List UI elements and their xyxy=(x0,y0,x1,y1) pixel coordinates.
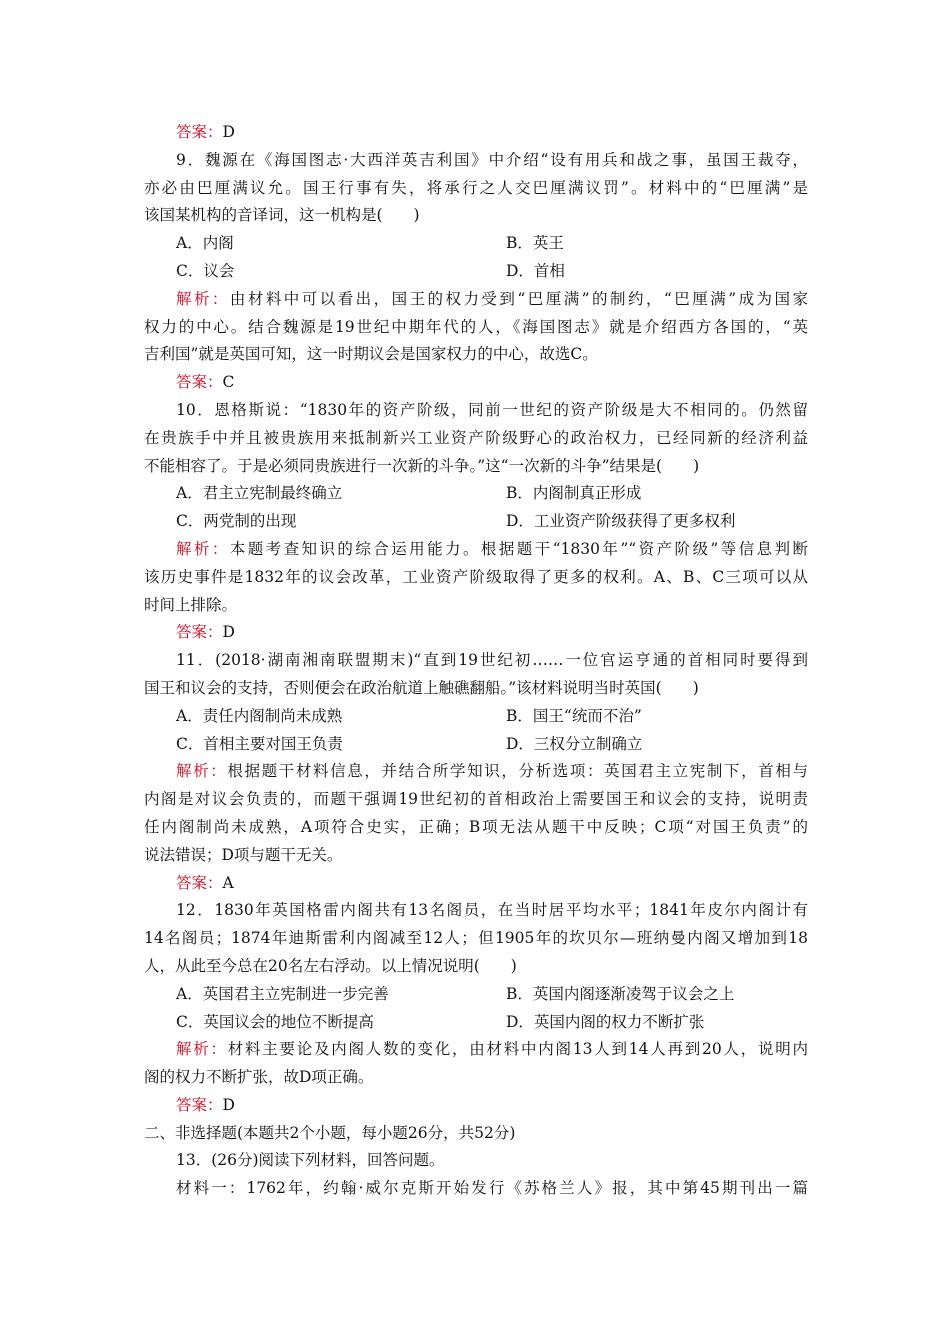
q8-answer xyxy=(176,119,808,147)
q10-analysis-line-3: 时间上排除。 xyxy=(144,595,238,614)
q9-analysis-line-3: 吉利国”就是英国可知，这一时期议会是国家权力的中心，故选C。 xyxy=(144,345,598,364)
analysis-text: 本题考查知识的综合运用能力。根据题干“1830年”“资产阶级”等信息判断 xyxy=(229,539,808,558)
q11-options-row-1 xyxy=(176,703,808,731)
answer-value: A xyxy=(222,873,234,892)
q11-analysis-line-1 xyxy=(176,758,808,786)
q12-answer xyxy=(176,1092,808,1120)
q10-option-c: C．两党制的出现 xyxy=(176,512,297,531)
answer-label: 答案： xyxy=(176,373,223,392)
answer-value: D xyxy=(222,123,235,141)
q13-intro: 13．(26分)阅读下列材料，回答问题。 xyxy=(176,1151,445,1170)
q10-stem-line-1: 10．恩格斯说：“1830年的资产阶级，同前一世纪的资产阶级是大不相同的。仍然留 xyxy=(176,400,808,419)
analysis-label: 解析： xyxy=(176,762,228,781)
q12-stem-line-2: 14名阁员；1874年迪斯雷利内阁减至12人；但1905年的坎贝尔—班纳曼内阁又增加到18 xyxy=(144,929,808,948)
q12-stem-line-3: 人，从此至今总在20名左右浮动。以上情况说明( ) xyxy=(144,956,517,975)
answer-value: D xyxy=(222,623,235,642)
analysis-label: 解析： xyxy=(176,1040,228,1059)
q10-option-d: D．工业资产阶级获得了更多权利 xyxy=(506,512,736,531)
answer-value: D xyxy=(222,1095,235,1114)
q11-options-row-2 xyxy=(176,731,808,759)
analysis-text: 由材料中可以看出，国王的权力受到“巴厘满”的制约，“巴厘满”成为国家 xyxy=(229,289,808,308)
answer-label: 答案： xyxy=(176,123,223,141)
q13-material-1: 材料一：1762年，约翰·威尔克斯开始发行《苏格兰人》报，其中第45期刊出一篇 xyxy=(176,1179,808,1198)
q9-options-row-1 xyxy=(176,230,808,258)
answer-label: 答案： xyxy=(176,623,223,642)
q9-stem-line-2: 亦必由巴厘满议允。国王行事有失，将承行之人交巴厘满议罚”。材料中的“巴厘满”是 xyxy=(144,178,808,197)
q12-option-c: C．英国议会的地位不断提高 xyxy=(176,1012,374,1031)
q11-analysis-line-2: 内阁是对议会负责的，而题干强调19世纪初的首相政治上需要国王和议会的支持，说明责 xyxy=(144,790,808,809)
q11-option-a: A．责任内阁制尚未成熟 xyxy=(176,706,343,725)
q9-analysis-line-2: 权力的中心。结合魏源是19世纪中期年代的人，《海国图志》就是介绍西方各国的，“英 xyxy=(144,317,808,336)
document-content xyxy=(144,119,808,1203)
q10-option-b: B．内阁制真正形成 xyxy=(506,484,642,503)
q9-option-c: C．议会 xyxy=(176,261,235,280)
section-heading: 二、非选择题(本题共2个小题，每小题26分，共52分) xyxy=(144,1123,516,1142)
q10-option-a: A．君主立宪制最终确立 xyxy=(176,484,343,503)
q11-option-c: C．首相主要对国王负责 xyxy=(176,734,343,753)
q11-option-d: D．三权分立制确立 xyxy=(506,734,643,753)
answer-value: C xyxy=(222,373,235,392)
q11-analysis-line-3: 任内阁制尚未成熟，A项符合史实，正确；B项无法从题干中反映；C项“对国王负责”的 xyxy=(144,817,808,836)
analysis-text: 根据题干材料信息，并结合所学知识，分析选项：英国君主立宪制下，首相与 xyxy=(227,762,808,781)
q12-options-row-1 xyxy=(176,981,808,1009)
q9-analysis-line-1 xyxy=(176,286,808,314)
analysis-label: 解析： xyxy=(176,539,230,558)
answer-label: 答案： xyxy=(176,873,223,892)
q10-options-row-1 xyxy=(176,480,808,508)
answer-label: 答案： xyxy=(176,1095,223,1114)
q11-analysis-line-4: 说法错误；D项与题干无关。 xyxy=(144,845,343,864)
q11-answer xyxy=(176,870,808,898)
q10-analysis-line-1 xyxy=(176,536,808,564)
analysis-text: 材料主要论及内阁人数的变化，由材料中内阁13人到14人再到20人，说明内 xyxy=(227,1040,808,1059)
q12-option-a: A．英国君主立宪制进一步完善 xyxy=(176,984,389,1003)
q12-analysis-line-1 xyxy=(176,1036,808,1064)
q9-options-row-2 xyxy=(176,258,808,286)
q11-stem-line-2: 国王和议会的支持，否则便会在政治航道上触礁翻船。”该材料说明当时英国( ) xyxy=(144,678,699,697)
q9-stem-line-1: 9．魏源在《海国图志·大西洋英吉利国》中介绍“设有用兵和战之事，虽国王裁夺， xyxy=(176,150,808,169)
analysis-label: 解析： xyxy=(176,289,230,308)
q11-stem-line-1: 11．(2018·湖南湘南联盟期末)“直到19世纪初……一位官运亨通的首相同时要得到 xyxy=(176,651,808,670)
q9-option-d: D．首相 xyxy=(506,261,565,280)
q10-options-row-2 xyxy=(176,508,808,536)
q10-analysis-line-2: 该历史事件是1832年的议会改革，工业资产阶级取得了更多的权利。A、B、C三项可以从 xyxy=(144,567,808,586)
q12-option-b: B．英国内阁逐渐凌驾于议会之上 xyxy=(506,984,735,1003)
q12-analysis-line-2: 阁的权力不断扩张，故D项正确。 xyxy=(144,1068,374,1087)
q9-answer xyxy=(176,369,808,397)
q9-option-b: B．英王 xyxy=(506,234,564,253)
q10-stem-line-2: 在贵族手中并且被贵族用来抵制新兴工业资产阶级野心的政治权力，已经同新的经济利益 xyxy=(144,428,808,447)
q9-stem-line-3: 该国某机构的音译词，这一机构是( ) xyxy=(144,206,420,225)
q10-answer xyxy=(176,619,808,647)
q9-option-a: A．内阁 xyxy=(176,234,234,253)
q10-stem-line-3: 不能相容了。于是必须同贵族进行一次新的斗争。”这“一次新的斗争”结果是( ) xyxy=(144,456,700,475)
q12-options-row-2 xyxy=(176,1009,808,1037)
q12-option-d: D．英国内阁的权力不断扩张 xyxy=(506,1012,705,1031)
q11-option-b: B．国王“统而不治” xyxy=(506,706,642,725)
q12-stem-line-1: 12．1830年英国格雷内阁共有13名阁员，在当时居平均水平；1841年皮尔内阁计有 xyxy=(176,901,808,920)
